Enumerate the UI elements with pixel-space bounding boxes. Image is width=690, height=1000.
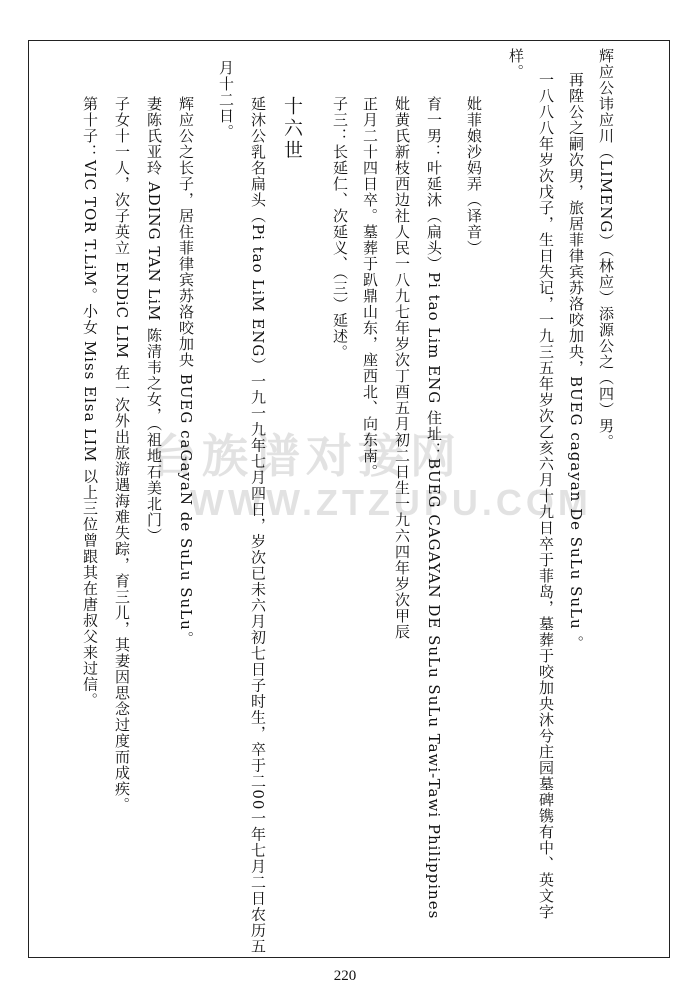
- text-column: 第十子：VIC TOR T.LiM。小女 Miss Elsa LIM 以上三位曾跟其在唐叔父来过信。: [81, 96, 99, 709]
- text-column: 月十二日。: [217, 60, 235, 140]
- text-column: 妣菲娘沙妈弄（译音）: [465, 96, 483, 256]
- text-column: 辉应公之长子，居住菲律宾苏洛咬加央 BUEG caGayaN de SuLu SuLu。: [177, 96, 195, 647]
- watermark-text: 台族谱对接网: [150, 429, 462, 483]
- text-column: 育一男：叶延沐（扁头）Pi tao Lim ENG 住址：BUEG CAGAYAN DE SuLu SuLu Tawi-Tawi Philippines: [425, 96, 443, 920]
- watermark-url: WWW.ZTZUPU.COM: [190, 482, 592, 523]
- text-column: 妻陈氏亚玲 ADING TAN LiM 陈清韦之女，（祖地石美北门）: [145, 96, 163, 544]
- text-column: 辉应公讳应川（LIMENG）（林应）添源公之（四）男。: [597, 48, 615, 450]
- text-column: 再陞公之嗣次男，旅居菲律宾苏洛咬加央，BUEG cagayan De SuLu SuLu 。: [567, 72, 585, 652]
- text-column: 正月二十四日卒。墓葬于趴鼎山东，座西北、向东南。: [361, 96, 379, 480]
- text-column: 延沐公乳名扁头（Pi tao LiM ENG）一九一九年七月四日，岁次已未六月初七日子时生，卒于二00一年七月二日农历五: [249, 96, 267, 955]
- text-column: 妣黄氏新枝西边社人民一八九七年岁次丁酉五月初二日生一九六四年岁次甲辰: [393, 96, 411, 640]
- text-column: 样。: [507, 48, 525, 80]
- generation-heading: 十六世: [281, 96, 303, 162]
- text-column: 一八八八年岁次戊子，生日失记，一九三五年岁次乙亥六月十九日卒于菲岛，墓葬于咬加央沐兮庄园墓碑镌有中、英文字: [537, 72, 555, 920]
- page-number: 220: [333, 968, 357, 984]
- text-column: 子三：长延仁、次延义、（三）延述。: [331, 96, 349, 361]
- text-column: 子女十一人，次子英立 ENDiC LIM 在一次外出旅游遇海难失踪，育三儿，其妻因思念过度而成疾。: [113, 96, 131, 813]
